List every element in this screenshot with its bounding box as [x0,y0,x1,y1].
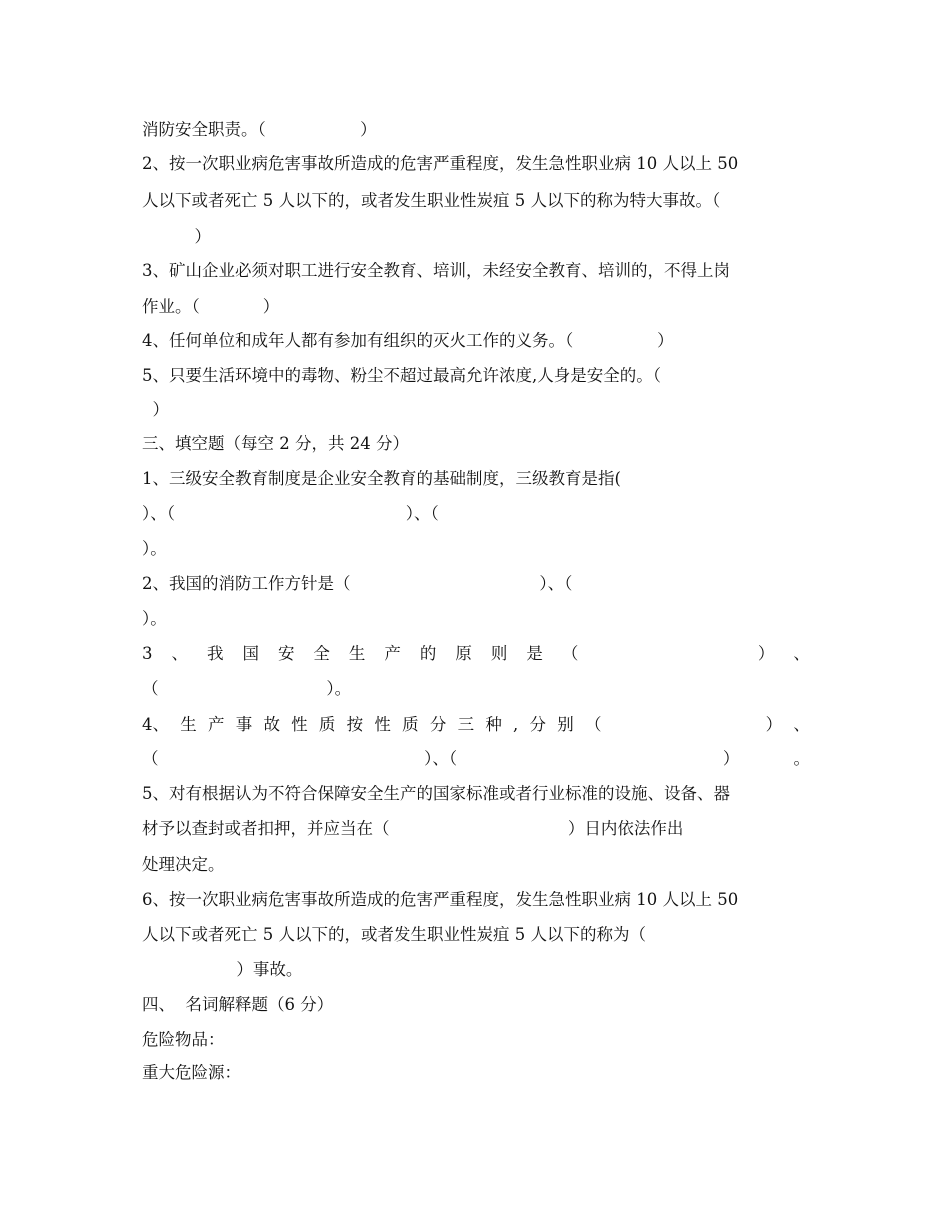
text-segment: ） [722,749,740,768]
text-segment: 质 [402,715,419,734]
answer-blank: ） [142,400,169,419]
question-3-line-1: 3、矿山企业必须对职工进行安全教育、培训，未经安全教育、培训的，不得上岗 [142,261,730,280]
text-segment: 三 [457,715,475,734]
text-segment [597,637,739,670]
question-5-line-1: 5、只要生活环境中的毒物、粉尘不超过最高允许浓度,人身是安全的。（ [142,366,661,385]
text-segment: 原 [455,644,472,663]
term-major-hazard: 重大危险源： [142,1063,241,1082]
fill-1-line-1: 1、三级安全教育制度是企业安全教育的基础制度，三级教育是指( [142,469,621,488]
text-line: 消防安全职责。（ ） [142,120,377,139]
text-segment: 安 [277,644,295,663]
fill-2-line-2: ）。 [142,609,167,628]
document-page [142,0,812,1230]
fill-3-line-1 [142,637,810,670]
text-segment: 4、 [142,715,169,734]
text-segment: 生 [348,644,366,663]
text-segment: ） [757,644,775,663]
text-segment: （ [142,749,159,768]
answer-blank: ） [142,227,211,246]
fill-4-line-1 [142,708,810,741]
text-segment: 性 [374,715,391,734]
text-segment: 国 [242,644,259,663]
question-2-line-1: 2、按一次职业病危害事故所造成的危害严重程度，发生急性职业病 10 人以上 50 [142,154,739,173]
text-segment: 我 [206,644,224,663]
text-segment: 产 [384,644,401,663]
text-segment: 生 [180,715,197,734]
fill-5-line-1: 5、对有根据认为不符合保障安全生产的国家标准或者行业标准的设施、设备、器 [142,784,730,803]
text-segment: 按 [346,715,364,734]
text-segment: 全 [313,644,330,663]
fill-4-line-2 [142,742,810,775]
text-segment: ） [765,715,783,734]
text-segment: 、 [171,644,188,663]
fill-5-line-3: 处理决定。 [142,855,225,874]
fill-1-line-3: ）。 [142,539,167,558]
fill-2-line-1: 2、我国的消防工作方针是（ ）、（ [142,574,573,593]
question-4: 4、任何单位和成年人都有参加有组织的灭火工作的义务。（ ） [142,331,674,350]
text-segment: 性 [291,715,308,734]
fill-6-line-3: ）事故。 [142,960,303,979]
term-dangerous-goods: 危险物品： [142,1030,225,1049]
text-segment: 分 [429,715,447,734]
text-segment: 产 [207,715,225,734]
question-3-line-2: 作业。（ ） [142,297,280,316]
fill-3-line-2: （ ）。 [142,679,352,698]
text-segment: , [513,715,519,734]
text-segment: 则 [490,644,508,663]
text-segment: 、 [793,715,810,734]
text-segment: 事 [235,715,253,734]
text-segment: 是 [526,644,543,663]
text-segment: 3 [142,644,153,663]
text-segment: （ [561,644,579,663]
text-segment: 。 [793,749,810,768]
text-segment: ）、（ [424,749,458,768]
text-segment: 故 [263,715,280,734]
text-segment: 种 [485,715,502,734]
fill-6-line-2: 人以下或者死亡 5 人以下的，或者发生职业性炭疽 5 人以下的称为（ [142,925,646,944]
fill-5-line-2: 材予以查封或者扣押，并应当在（ ）日内依法作出 [142,819,684,838]
text-segment: 分 [529,715,547,734]
section-heading-terms: 四、 名词解释题（6 分） [142,995,334,1014]
text-segment: 别 [557,715,574,734]
section-heading-fill-in: 三、填空题（每空 2 分，共 24 分） [142,434,409,453]
fill-6-line-1: 6、按一次职业病危害事故所造成的危害严重程度，发生急性职业病 10 人以上 50 [142,890,739,909]
text-segment: 的 [419,644,437,663]
text-segment [213,742,370,775]
text-segment: 、 [793,644,810,663]
question-2-line-2: 人以下或者死亡 5 人以下的，或者发生职业性炭疽 5 人以下的称为特大事故。（ [142,191,721,210]
fill-1-line-2: ）、（ ）、（ [142,504,439,523]
text-segment [613,708,755,741]
text-segment: （ [585,715,602,734]
text-segment [511,742,668,775]
text-segment: 质 [318,715,336,734]
